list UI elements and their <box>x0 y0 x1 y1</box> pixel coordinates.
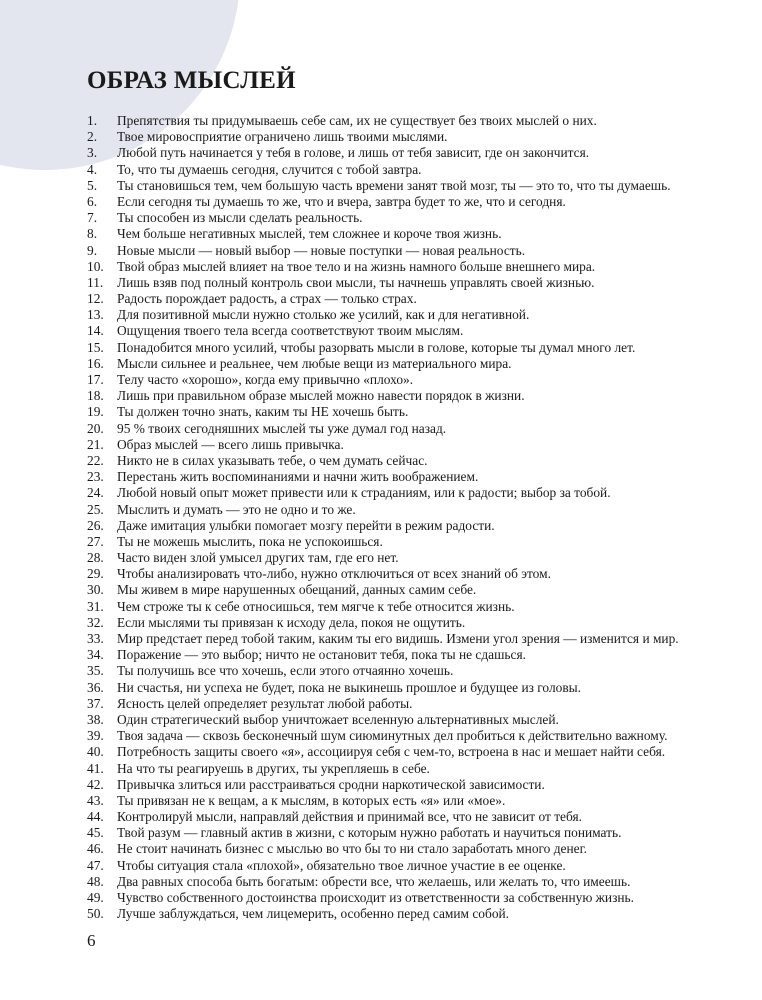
list-item-number: 35. <box>87 663 104 679</box>
list-item-text: На что ты реагируешь в других, ты укрепляешь в себе. <box>117 760 430 776</box>
list-item-text: Телу часто «хорошо», когда ему привычно «плохо». <box>117 372 414 387</box>
list-item-text: Ясность целей определяет результат любой работы. <box>117 695 413 711</box>
list-item-number: 28. <box>87 550 104 566</box>
list-item <box>87 663 679 679</box>
list-item-text: Препятствия ты придумываешь себе сам, их не существует без твоих мыслей о них. <box>117 113 597 128</box>
list-item-number: 19. <box>87 404 104 420</box>
list-item-text: Ощущения твоего тела всегда соответствуют твоим мыслям. <box>117 323 464 339</box>
list-item <box>87 145 679 161</box>
list-item-text: Чем строже ты к себе относишься, тем мягче к тебе относится жизнь. <box>117 598 515 614</box>
list-item <box>87 582 679 598</box>
list-item-number: 33. <box>87 631 104 646</box>
list-item <box>87 372 679 388</box>
page-title: ОБРАЗ МЫСЛЕЙ <box>87 67 296 94</box>
list-item-number: 4. <box>87 161 98 177</box>
list-item-text: Два равных способа быть богатым: обрести все, что желаешь, или желать то, что имеешь. <box>117 873 631 889</box>
list-item-number: 30. <box>87 582 104 598</box>
list-item-text: Мысли сильнее и реальнее, чем любые вещи из материального мира. <box>117 355 512 371</box>
list-item-number: 8. <box>87 226 98 242</box>
list-item-text: Ты способен из мысли сделать реальность. <box>117 210 363 226</box>
list-item <box>87 259 679 275</box>
list-item-text: Мыслить и думать — это не одно и то же. <box>117 501 356 517</box>
list-item-number: 41. <box>87 760 104 776</box>
list-item-text: Мы живем в мире нарушенных обещаний, данных самим себе. <box>117 582 477 598</box>
list-item-number: 31. <box>87 598 104 614</box>
list-item <box>87 744 679 760</box>
list-item <box>87 129 679 145</box>
list-item <box>87 680 679 696</box>
list-item-number: 15. <box>87 339 104 355</box>
list-item-text: Любой путь начинается у тебя в голове, и лишь от тебя зависит, где он закончится. <box>117 145 590 161</box>
list-item-text: Часто виден злой умысел других там, где его нет. <box>117 550 399 566</box>
list-item-number: 10. <box>87 258 104 274</box>
list-item-number: 42. <box>87 776 104 792</box>
list-item <box>87 323 679 339</box>
list-item <box>87 502 679 518</box>
list-item-text: Ты должен точно знать, каким ты НЕ хочешь быть. <box>117 404 409 420</box>
list-item-text: Ты получишь все что хочешь, если этого отчаянно хочешь. <box>117 663 454 679</box>
list-item-number: 48. <box>87 873 104 889</box>
list-item-number: 5. <box>87 177 98 193</box>
list-item-text: Привычка злиться или расстраиваться сродни наркотической зависимости. <box>117 776 545 792</box>
list-item-text: То, что ты думаешь сегодня, случится с тобой завтра. <box>117 161 422 177</box>
list-item <box>87 421 679 437</box>
list-item-text: Лучше заблуждаться, чем лицемерить, особенно перед самим собой. <box>117 906 510 922</box>
list-item-text: Контролируй мысли, направляй действия и принимай все, что не зависит от тебя. <box>117 809 582 825</box>
list-item <box>87 809 679 825</box>
list-item-text: Ты не можешь мыслить, пока не успокоишься. <box>117 533 383 549</box>
list-item-number: 44. <box>87 809 104 825</box>
list-item-number: 3. <box>87 145 98 161</box>
list-item-text: Один стратегический выбор уничтожает вселенную альтернативных мыслей. <box>117 711 559 727</box>
list-item-text: Твой образ мыслей влияет на твое тело и на жизнь намного больше внешнего мира. <box>117 258 596 274</box>
list-item <box>87 275 679 291</box>
list-item-text: Ты привязан не к вещам, а к мыслям, в которых есть «я» или «мое». <box>117 792 506 808</box>
list-item-number: 39. <box>87 728 104 744</box>
list-item-text: Для позитивной мысли нужно столько же усилий, как и для негативной. <box>117 307 530 323</box>
list-item <box>87 226 679 242</box>
list-item-text: Чтобы анализировать что-либо, нужно отключиться от всех знаний об этом. <box>117 566 551 582</box>
list-item-number: 1. <box>87 113 98 128</box>
list-item-text: Если мыслями ты привязан к исходу дела, покоя не ощутить. <box>117 614 466 630</box>
list-item-text: 95 % твоих сегодняшних мыслей ты уже думал год назад. <box>117 420 447 436</box>
list-item <box>87 599 679 615</box>
list-item-number: 34. <box>87 647 104 663</box>
list-item-number: 6. <box>87 193 98 209</box>
list-item-text: Чувство собственного достоинства происходит из ответственности за собственную жизнь. <box>117 890 635 905</box>
list-item <box>87 194 679 210</box>
list-item-text: Лишь взяв под полный контроль свои мысли, ты начнешь управлять своей жизнью. <box>117 274 595 290</box>
list-item-number: 36. <box>87 679 104 695</box>
list-item-number: 23. <box>87 469 104 485</box>
list-item-text: Никто не в силах указывать тебе, о чем думать сейчас. <box>117 452 428 468</box>
list-item-text: Твое мировосприятие ограничено лишь твоими мыслями. <box>117 129 448 145</box>
list-item-text: Твой разум — главный актив в жизни, с которым нужно работать и научиться понимать. <box>117 825 622 841</box>
list-item-number: 40. <box>87 744 104 760</box>
list-item-number: 32. <box>87 614 104 630</box>
list-item-text: Любой новый опыт может привести или к страданиям, или к радости; выбор за тобой. <box>117 485 611 501</box>
list-item <box>87 890 679 906</box>
list-item-number: 9. <box>87 242 98 258</box>
list-item-number: 11. <box>87 274 104 290</box>
list-item <box>87 696 679 712</box>
list-item <box>87 356 679 372</box>
list-item <box>87 404 679 420</box>
list-item-number: 49. <box>87 890 104 905</box>
list-item <box>87 906 679 922</box>
list-item <box>87 388 679 404</box>
list-item-number: 24. <box>87 485 104 501</box>
list-item-number: 27. <box>87 533 104 549</box>
list-item-text: Перестань жить воспоминаниями и начни жить воображением. <box>117 469 479 485</box>
list-item-text: Твоя задача — сквозь бесконечный шум сиюминутных дел пробиться к действительно важному. <box>117 728 668 744</box>
list-item-number: 20. <box>87 420 104 436</box>
list-item <box>87 647 679 663</box>
list-item-text: Лишь при правильном образе мыслей можно навести порядок в жизни. <box>117 388 525 404</box>
list-item <box>87 162 679 178</box>
list-item <box>87 469 679 485</box>
list-item-number: 38. <box>87 711 104 727</box>
list-item <box>87 728 679 744</box>
list-item-number: 17. <box>87 372 104 387</box>
list-item-number: 25. <box>87 501 104 517</box>
list-item-text: Ты становишься тем, чем большую часть времени занят твой мозг, ты — это то, что ты думаешь. <box>117 177 671 193</box>
list-item-text: Потребность защиты своего «я», ассоциируя себя с чем-то, встроена в нас и мешает найти себя. <box>117 744 666 760</box>
list-item-text: Образ мыслей — всего лишь привычка. <box>117 436 344 452</box>
list-item-text: Чтобы ситуация стала «плохой», обязательно твое личное участие в ее оценке. <box>117 857 566 873</box>
list-item-number: 2. <box>87 129 98 145</box>
list-item <box>87 534 679 550</box>
list-item-number: 14. <box>87 323 104 339</box>
list-item-number: 46. <box>87 841 104 857</box>
list-item <box>87 615 679 631</box>
list-item <box>87 307 679 323</box>
list-item-number: 22. <box>87 452 104 468</box>
list-item <box>87 550 679 566</box>
list-item <box>87 761 679 777</box>
list-item <box>87 793 679 809</box>
list-item-number: 13. <box>87 307 104 323</box>
list-item-number: 37. <box>87 695 104 711</box>
list-item <box>87 243 679 259</box>
list-item <box>87 841 679 857</box>
list-item-number: 7. <box>87 210 98 226</box>
list-item <box>87 437 679 453</box>
list-item-text: Мир предстает перед тобой таким, каким ты его видишь. Измени угол зрения — изменится и мир. <box>117 631 679 646</box>
list-item-text: Чем больше негативных мыслей, тем сложнее и короче твоя жизнь. <box>117 226 502 242</box>
list-item-text: Радость порождает радость, а страх — только страх. <box>117 291 417 307</box>
list-item-text: Новые мысли — новый выбор — новые поступки — новая реальность. <box>117 242 526 258</box>
list-item-number: 26. <box>87 517 104 533</box>
list-item-number: 43. <box>87 792 104 808</box>
list-item <box>87 566 679 582</box>
list-item <box>87 825 679 841</box>
list-item <box>87 777 679 793</box>
page-number: 6 <box>87 931 96 950</box>
list-item <box>87 712 679 728</box>
list-item-number: 18. <box>87 388 104 404</box>
list-item <box>87 178 679 194</box>
list-item-text: Ни счастья, ни успеха не будет, пока не выкинешь прошлое и будущее из головы. <box>117 679 581 695</box>
list-item-number: 21. <box>87 436 104 452</box>
rules-list <box>87 113 679 922</box>
list-item <box>87 858 679 874</box>
list-item-number: 29. <box>87 566 104 582</box>
list-item-text: Поражение — это выбор; ничто не остановит тебя, пока ты не сдашься. <box>117 647 526 663</box>
list-item <box>87 210 679 226</box>
list-item-number: 47. <box>87 857 104 873</box>
list-item <box>87 113 679 129</box>
list-item <box>87 518 679 534</box>
list-item-number: 45. <box>87 825 104 841</box>
list-item-text: Если сегодня ты думаешь то же, что и вчера, завтра будет то же, что и сегодня. <box>117 193 566 209</box>
list-item-text: Понадобится много усилий, чтобы разорвать мысли в голове, которые ты думал много лет. <box>117 339 636 355</box>
list-item <box>87 291 679 307</box>
list-item-text: Даже имитация улыбки помогает мозгу перейти в режим радости. <box>117 517 495 533</box>
list-item <box>87 453 679 469</box>
list-item <box>87 485 679 501</box>
list-item-number: 12. <box>87 291 104 307</box>
list-item-text: Не стоит начинать бизнес с мыслью во что бы то ни стало заработать много денег. <box>117 841 587 857</box>
list-item <box>87 340 679 356</box>
list-item <box>87 631 679 647</box>
list-item-number: 50. <box>87 906 104 922</box>
list-item <box>87 874 679 890</box>
list-item-number: 16. <box>87 355 104 371</box>
